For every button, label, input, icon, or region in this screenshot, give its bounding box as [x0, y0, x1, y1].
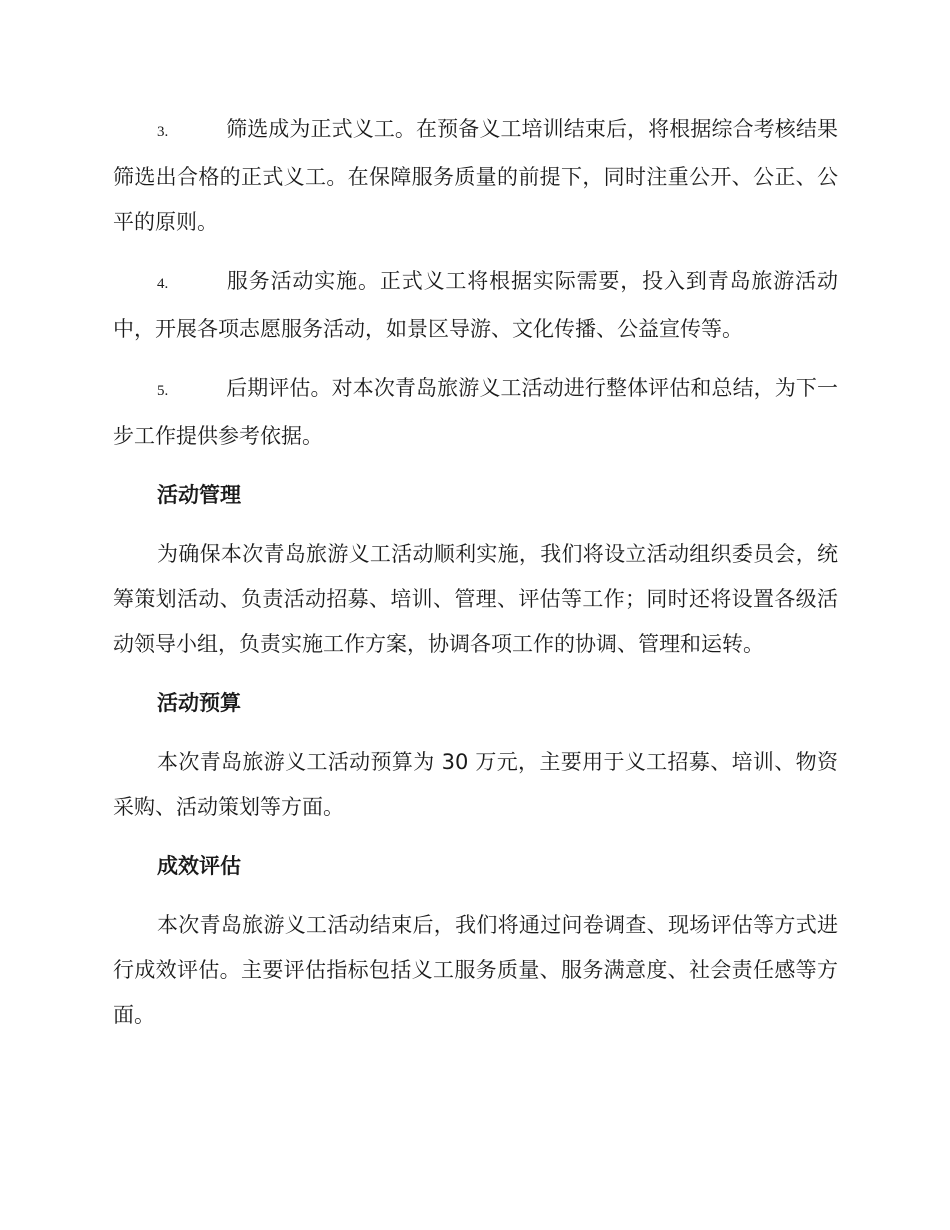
section-body-management: 为确保本次青岛旅游义工活动顺利实施，我们将设立活动组织委员会，统筹策划活动、负责活动招募、培训、管理、评估等工作；同时还将设置各级活动领导小组，负责实施工作方案，协调各项工作的协调、管理和运转。 [113, 542, 838, 656]
item-text: 服务活动实施。正式义工将根据实际需要，投入到青岛旅游活动中，开展各项志愿服务活动，如景区导游、文化传播、公益宣传等。 [113, 269, 838, 341]
item-text: 后期评估。对本次青岛旅游义工活动进行整体评估和总结，为下一步工作提供参考依据。 [113, 376, 838, 448]
section-heading-management: 活动管理 [157, 483, 241, 507]
section-body-budget: 本次青岛旅游义工活动预算为 30 万元，主要用于义工招募、培训、物资采购、活动策划等方面。 [113, 750, 838, 819]
section-heading-budget: 活动预算 [157, 691, 241, 715]
section-heading-evaluation: 成效评估 [157, 854, 241, 878]
numbered-item-5 [113, 366, 838, 459]
section-body-evaluation: 本次青岛旅游义工活动结束后，我们将通过问卷调查、现场评估等方式进行成效评估。主要评估指标包括义工服务质量、服务满意度、社会责任感等方面。 [113, 913, 838, 1027]
item-text: 筛选成为正式义工。在预备义工培训结束后，将根据综合考核结果筛选出合格的正式义工。在保障服务质量的前提下，同时注重公开、公正、公平的原则。 [113, 117, 838, 234]
item-number: 3. [157, 124, 169, 140]
document-body [113, 107, 838, 1052]
numbered-item-4 [113, 259, 838, 352]
item-number: 5. [157, 383, 169, 399]
numbered-item-3 [113, 107, 838, 245]
item-number: 4. [157, 276, 169, 292]
